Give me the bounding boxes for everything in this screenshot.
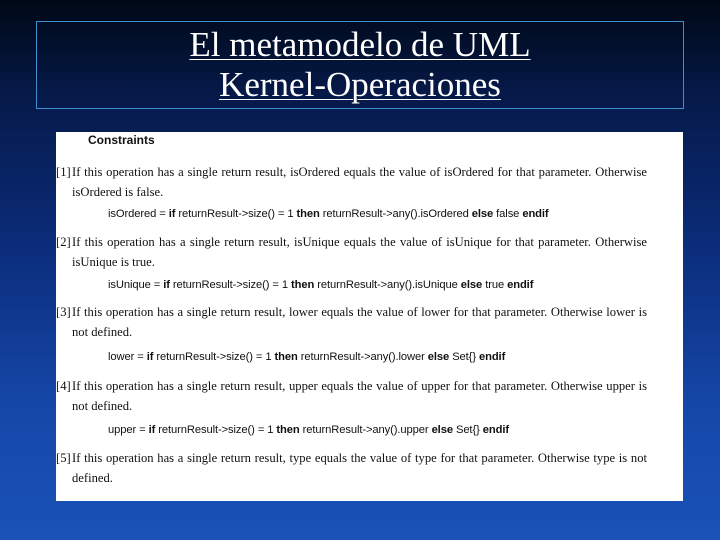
constraint-number: [5] [56, 451, 71, 465]
constraints-document [56, 132, 683, 501]
constraint-text: If this operation has a single return result, lower equals the value of lower for that parameter. Otherwise lower is not defined. [72, 305, 647, 339]
constraint-text: If this operation has a single return result, type equals the value of type for that parameter. Otherwise type is not defined. [72, 451, 647, 485]
constraint-4 [56, 376, 647, 416]
constraint-4-ocl: upper = if returnResult->size() = 1 then returnResult->any().upper else Set{} endif [108, 424, 509, 436]
slide-title-line-2: Kernel-Operaciones [219, 65, 501, 104]
constraint-number: [4] [56, 379, 71, 393]
constraint-text: If this operation has a single return result, upper equals the value of upper for that parameter. Otherwise upper is not defined. [72, 379, 647, 413]
slide-title-box [36, 21, 684, 109]
slide-title-line-1: El metamodelo de UML [189, 25, 531, 64]
constraint-3 [56, 302, 647, 342]
constraint-5 [56, 448, 647, 488]
constraint-2-ocl: isUnique = if returnResult->size() = 1 then returnResult->any().isUnique else true endif [108, 279, 534, 291]
constraint-3-ocl: lower = if returnResult->size() = 1 then returnResult->any().lower else Set{} endif [108, 351, 506, 363]
constraint-text: If this operation has a single return result, isOrdered equals the value of isOrdered for that parameter. Otherwise isOrdered is false. [72, 165, 647, 199]
constraint-2 [56, 232, 647, 272]
constraint-number: [2] [56, 235, 71, 249]
constraint-number: [3] [56, 305, 71, 319]
constraint-text: If this operation has a single return result, isUnique equals the value of isUnique for that parameter. Otherwise isUnique is true. [72, 235, 647, 269]
constraints-heading: Constraints [88, 133, 155, 147]
constraint-1-ocl: isOrdered = if returnResult->size() = 1 then returnResult->any().isOrdered else false endif [108, 208, 549, 220]
constraint-1 [56, 162, 647, 202]
constraint-number: [1] [56, 165, 71, 179]
